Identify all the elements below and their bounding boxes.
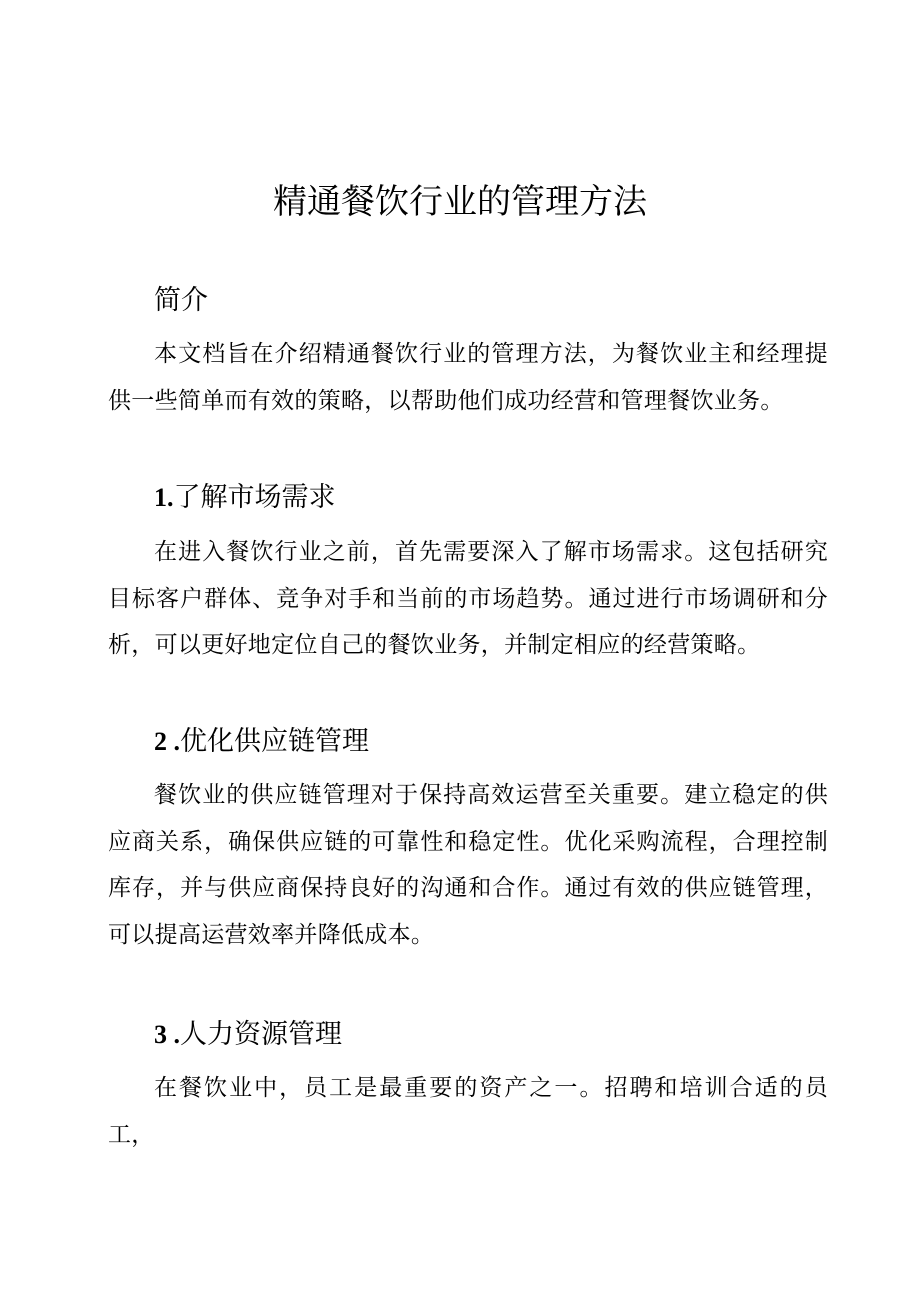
section-number: 3 . xyxy=(154,1020,180,1049)
section-paragraph-intro: 本文档旨在介绍精通餐饮行业的管理方法，为餐饮业主和经理提供一些简单而有效的策略，以帮助他们成功经营和管理餐饮业务。 xyxy=(108,341,828,414)
section-paragraph-market-demand: 在进入餐饮行业之前，首先需要深入了解市场需求。这包括研究目标客户群体、竞争对手和当前的市场趋势。通过进行市场调研和分析，可以更好地定位自己的餐饮业务，并制定相应的经营策略。 xyxy=(108,539,828,658)
document-title: 精通餐饮行业的管理方法 xyxy=(273,182,647,222)
section-number: 1. xyxy=(154,483,174,512)
section-heading-text: 简介 xyxy=(154,285,208,316)
section-heading-text: 了解市场需求 xyxy=(173,482,336,513)
section-paragraph-human-resources: 在餐饮业中，员工是最重要的资产之一。招聘和培训合适的员工， xyxy=(108,1075,828,1148)
section-heading-text: 人力资源管理 xyxy=(180,1019,342,1050)
section-heading-supply-chain xyxy=(154,722,369,762)
section-heading-intro xyxy=(154,281,208,321)
section-heading-human-resources xyxy=(154,1015,342,1055)
section-number: 2 . xyxy=(154,727,180,756)
section-paragraph-supply-chain: 餐饮业的供应链管理对于保持高效运营至关重要。建立稳定的供应商关系，确保供应链的可靠性和稳定性。优化采购流程，合理控制库存，并与供应商保持良好的沟通和合作。通过有效的供应链管理，可以提高运营效率并降低成本。 xyxy=(108,782,828,948)
section-heading-text: 优化供应链管理 xyxy=(180,726,369,757)
section-heading-market-demand xyxy=(154,478,336,518)
